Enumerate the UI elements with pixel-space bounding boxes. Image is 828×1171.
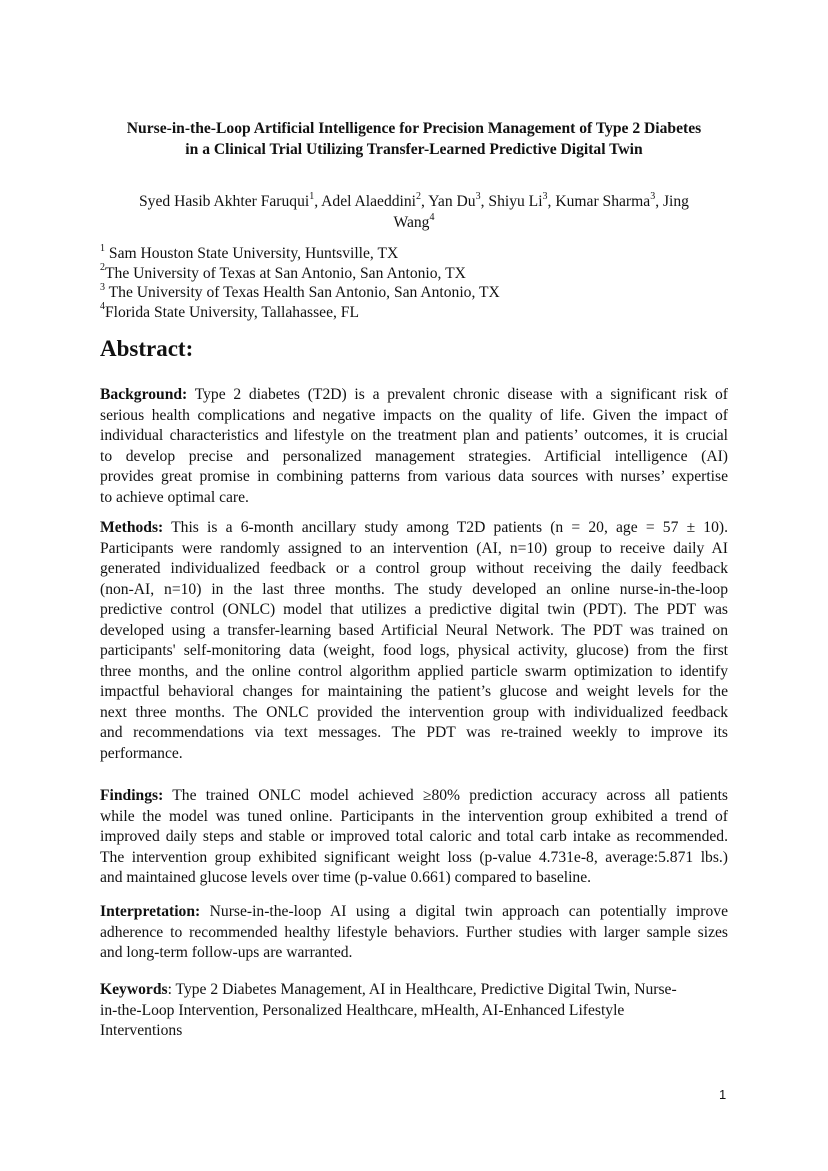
affiliation-item bbox=[100, 283, 500, 303]
section-label: Findings: bbox=[100, 787, 164, 804]
section-line: The intervention group exhibited significant weight loss (p-value 4.731e-8, average:5.871 lbs.) bbox=[100, 848, 728, 866]
affiliation-mark: 3 bbox=[100, 281, 105, 293]
section-line: serious health complications and negative impacts on the quality of life. Given the impact of bbox=[100, 406, 728, 424]
affiliation-item bbox=[100, 303, 500, 323]
section-line: Keywords: Type 2 Diabetes Management, AI in Healthcare, Predictive Digital Twin, Nurse- bbox=[100, 981, 677, 998]
author-affiliation-mark: 3 bbox=[542, 190, 548, 202]
affiliation-mark: 4 bbox=[100, 301, 105, 313]
author-name: Kumar Sharma bbox=[555, 193, 651, 210]
section-line: and maintained glucose levels over time (p-value 0.661) compared to baseline. bbox=[100, 869, 592, 886]
section-line: Findings: The trained ONLC model achieved ≥80% prediction accuracy across all patients bbox=[100, 787, 728, 804]
paper-title bbox=[90, 118, 738, 160]
author-affiliation-mark: 3 bbox=[650, 190, 656, 202]
section-line: developed using a transfer-learning based Artificial Neural Network. The PDT was trained on bbox=[100, 621, 728, 639]
author-list bbox=[90, 191, 738, 233]
section-line: Background: Type 2 diabetes (T2D) is a prevalent chronic disease with a significant risk of bbox=[100, 386, 728, 403]
section-line: (non-AI, n=10) in the last three months. The study developed an online nurse-in-the-loop bbox=[100, 580, 728, 598]
affiliation-text: Florida State University, Tallahassee, FL bbox=[105, 303, 359, 321]
section-label: Keywords bbox=[100, 981, 168, 998]
affiliation-item bbox=[100, 244, 500, 264]
methods-section bbox=[100, 518, 728, 764]
title-line-1: Nurse-in-the-Loop Artificial Intelligence for Precision Management of Type 2 Diabetes bbox=[126, 120, 702, 137]
affiliation-text: Sam Houston State University, Huntsville, TX bbox=[105, 245, 399, 262]
affiliation-text: The University of Texas Health San Antonio, San Antonio, TX bbox=[105, 284, 500, 301]
section-line: Participants were randomly assigned to an intervention (AI, n=10) group to receive daily AI bbox=[100, 539, 728, 557]
section-line: in-the-Loop Intervention, Personalized Healthcare, mHealth, AI-Enhanced Lifestyle bbox=[100, 1001, 625, 1019]
section-line: individual characteristics and lifestyle on the treatment plan and patients’ outcomes, it is crucial bbox=[100, 427, 728, 444]
section-line: to develop precise and personalized management strategies. Artificial intelligence (AI) bbox=[100, 447, 728, 465]
title-line-2: in a Clinical Trial Utilizing Transfer-Learned Predictive Digital Twin bbox=[185, 141, 643, 158]
section-line: Interventions bbox=[100, 1022, 183, 1039]
section-line: improved daily steps and stable or improved total caloric and total carb intake as recommended. bbox=[100, 828, 728, 845]
section-line: provides great promise in combining patterns from various data sources with nurses’ expertise bbox=[100, 468, 728, 485]
author-affiliation-mark: 4 bbox=[429, 211, 435, 223]
section-line: to achieve optimal care. bbox=[100, 488, 249, 506]
section-label: Methods: bbox=[100, 519, 164, 536]
section-label: Background: bbox=[100, 386, 188, 403]
section-line: predictive control (ONLC) model that utilizes a predictive digital twin (PDT). The PDT was bbox=[100, 601, 728, 618]
author-name: Adel Alaeddini bbox=[321, 193, 416, 210]
author-name: Yan Du bbox=[428, 193, 476, 210]
affiliation-mark: 2 bbox=[100, 262, 105, 274]
section-line: impactful behavioral changes for maintaining the patient’s glucose and weight levels for the bbox=[100, 683, 728, 700]
author-affiliation-mark: 2 bbox=[416, 190, 421, 202]
section-line: next three months. The ONLC provided the intervention group with individualized feedback bbox=[100, 703, 728, 721]
author-line-2: Wang$^4$ bbox=[393, 211, 435, 231]
section-label: Interpretation: bbox=[100, 903, 201, 920]
section-line: performance. bbox=[100, 744, 183, 762]
section-line: and long-term follow-ups are warranted. bbox=[100, 944, 353, 961]
author-name: Shiyu Li bbox=[488, 193, 543, 210]
section-line: adherence to recommended healthy lifestyle behaviors. Further studies with larger sample sizes bbox=[100, 923, 728, 941]
affiliation-item bbox=[100, 264, 500, 284]
author-name: Syed Hasib Akhter Faruqui bbox=[139, 193, 310, 210]
author-affiliation-mark: 1 bbox=[309, 190, 315, 202]
section-line: Methods: This is a 6-month ancillary study among T2D patients (n = 20, age = 57 ± 10). bbox=[100, 519, 728, 536]
keywords-section bbox=[100, 980, 728, 1042]
author-line-1: Syed Hasib Akhter Faruqui$^1$, Adel Alaeddini$^2$, Yan Du$^3$, Shiyu Li$^3$, Kumar Sharma$^3$, Jing bbox=[139, 190, 689, 210]
section-line: generated individualized feedback or a control group without receiving the daily feedback bbox=[100, 560, 728, 577]
section-line: participants' self-monitoring data (weight, food logs, physical activity, glucose) from the first bbox=[100, 642, 728, 659]
page-number: 1 bbox=[719, 1087, 727, 1102]
affiliation-list bbox=[100, 244, 500, 322]
affiliation-mark: 1 bbox=[100, 242, 105, 254]
findings-section bbox=[100, 786, 728, 889]
interpretation-section bbox=[100, 902, 728, 964]
abstract-heading: Abstract: bbox=[100, 336, 194, 361]
author-affiliation-mark: 3 bbox=[475, 190, 481, 202]
background-section bbox=[100, 385, 728, 508]
section-line: three months, and the online control algorithm applied particle swarm optimization to identify bbox=[100, 662, 728, 680]
section-line: Interpretation: Nurse-in-the-loop AI using a digital twin approach can potentially improve bbox=[100, 903, 728, 920]
affiliation-text: The University of Texas at San Antonio, San Antonio, TX bbox=[105, 264, 466, 282]
section-line: and recommendations via text messages. The PDT was re-trained weekly to improve its bbox=[100, 724, 728, 741]
section-line: while the model was tuned online. Participants in the intervention group exhibited a trend of bbox=[100, 807, 728, 825]
